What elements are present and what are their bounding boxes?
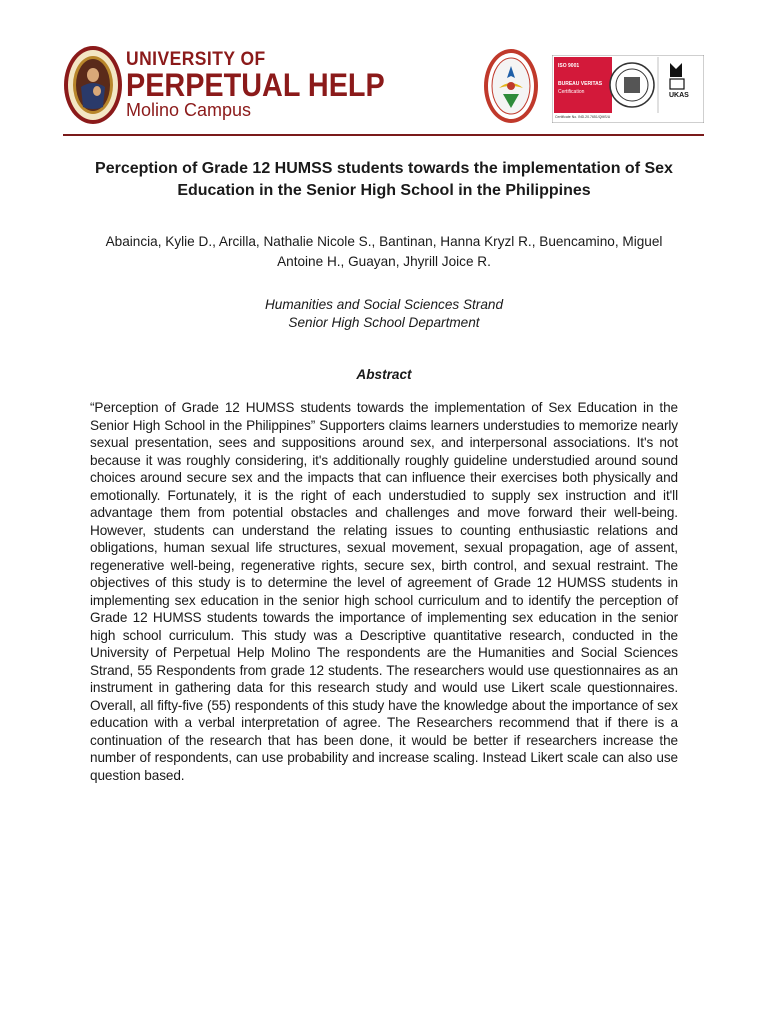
university-line2: PERPETUAL HELP <box>126 67 385 103</box>
cert-number: Certificate No. IND.20.7651/QMS/U <box>555 115 611 119</box>
cert-bureau: BUREAU VERITAS <box>558 81 603 87</box>
header-divider <box>63 134 704 136</box>
affiliation <box>90 296 678 332</box>
affiliation-department: Senior High School Department <box>288 315 480 330</box>
abstract-body: “Perception of Grade 12 HUMSS students towards the implementation of Sex Education in the Senior High School in the Philippines” Supporters claims learners understudies to memorize nearly sexual presentation, sees and suppositions around sex, and interpersonal associations. It's not because it was roughly considering, it's additionally roughly guideline understudied around sound choices around secure sex and the impacts that can influence their exercises both physically and emotionally. Fortunately, it is the right of each understudied to supply sex instruction and it'll advantage them from potential obstacles and challenges and move forward their well-being. However, students can understand the relating issues to counting enthusiastic relations and obligations, human sexual life structures, sexual movement, sexual propagation, age of assent, regenerative well-being, regenerative rights, secure sex, birth control, and sexual restraint. The objectives of this study is to determine the level of agreement of Grade 12 HUMSS students in implementing sex education in the senior high school curriculum and to identify the perception of Grade 12 HUMSS students towards the importance of implementing sex education in the senior high school curriculum. This study was a Descriptive quantitative research, conducted in the University of Perpetual Help Molino The respondents are the Humanities and Social Sciences Strand, 55 Respondents from grade 12 students. The researchers would use questionnaires as an instrument in gathering data for this research study and would use Likert scale questionnaires. Overall, all fifty-five (55) respondents of this study have the knowledge about the importance of sex education with a verbal interpretation of agree. The Researchers recommend that if there is a continuation of the research that has been done, it would be better if researchers increase the number of respondents, can use probability and increase scaling. Instead Likert scale can also use question based. <box>90 400 678 783</box>
university-seal-icon <box>63 45 123 125</box>
cert-text-overlay <box>552 55 704 123</box>
cert-ukas: UKAS <box>669 92 689 99</box>
author-list: Abaincia, Kylie D., Arcilla, Nathalie Nicole S., Bantinan, Hanna Kryzl R., Buencamino, Miguel Antoine H., Guayan, Jhyrill Joice R. <box>105 234 663 269</box>
university-name <box>126 50 413 120</box>
cert-certification: Certification <box>558 89 585 95</box>
senior-high-school-seal-icon <box>483 48 539 124</box>
affiliation-strand: Humanities and Social Sciences Strand <box>264 297 504 312</box>
paper-content <box>90 158 678 784</box>
university-line1: UNIVERSITY OF <box>126 49 266 70</box>
abstract-heading: Abstract <box>356 367 412 382</box>
cert-iso: ISO 9001 <box>558 63 580 69</box>
page-header <box>0 0 768 140</box>
campus-name: Molino Campus <box>126 100 252 120</box>
paper-title: Perception of Grade 12 HUMSS students towards the implementation of Sex Education in the Senior High School in the Philippines <box>95 160 673 199</box>
